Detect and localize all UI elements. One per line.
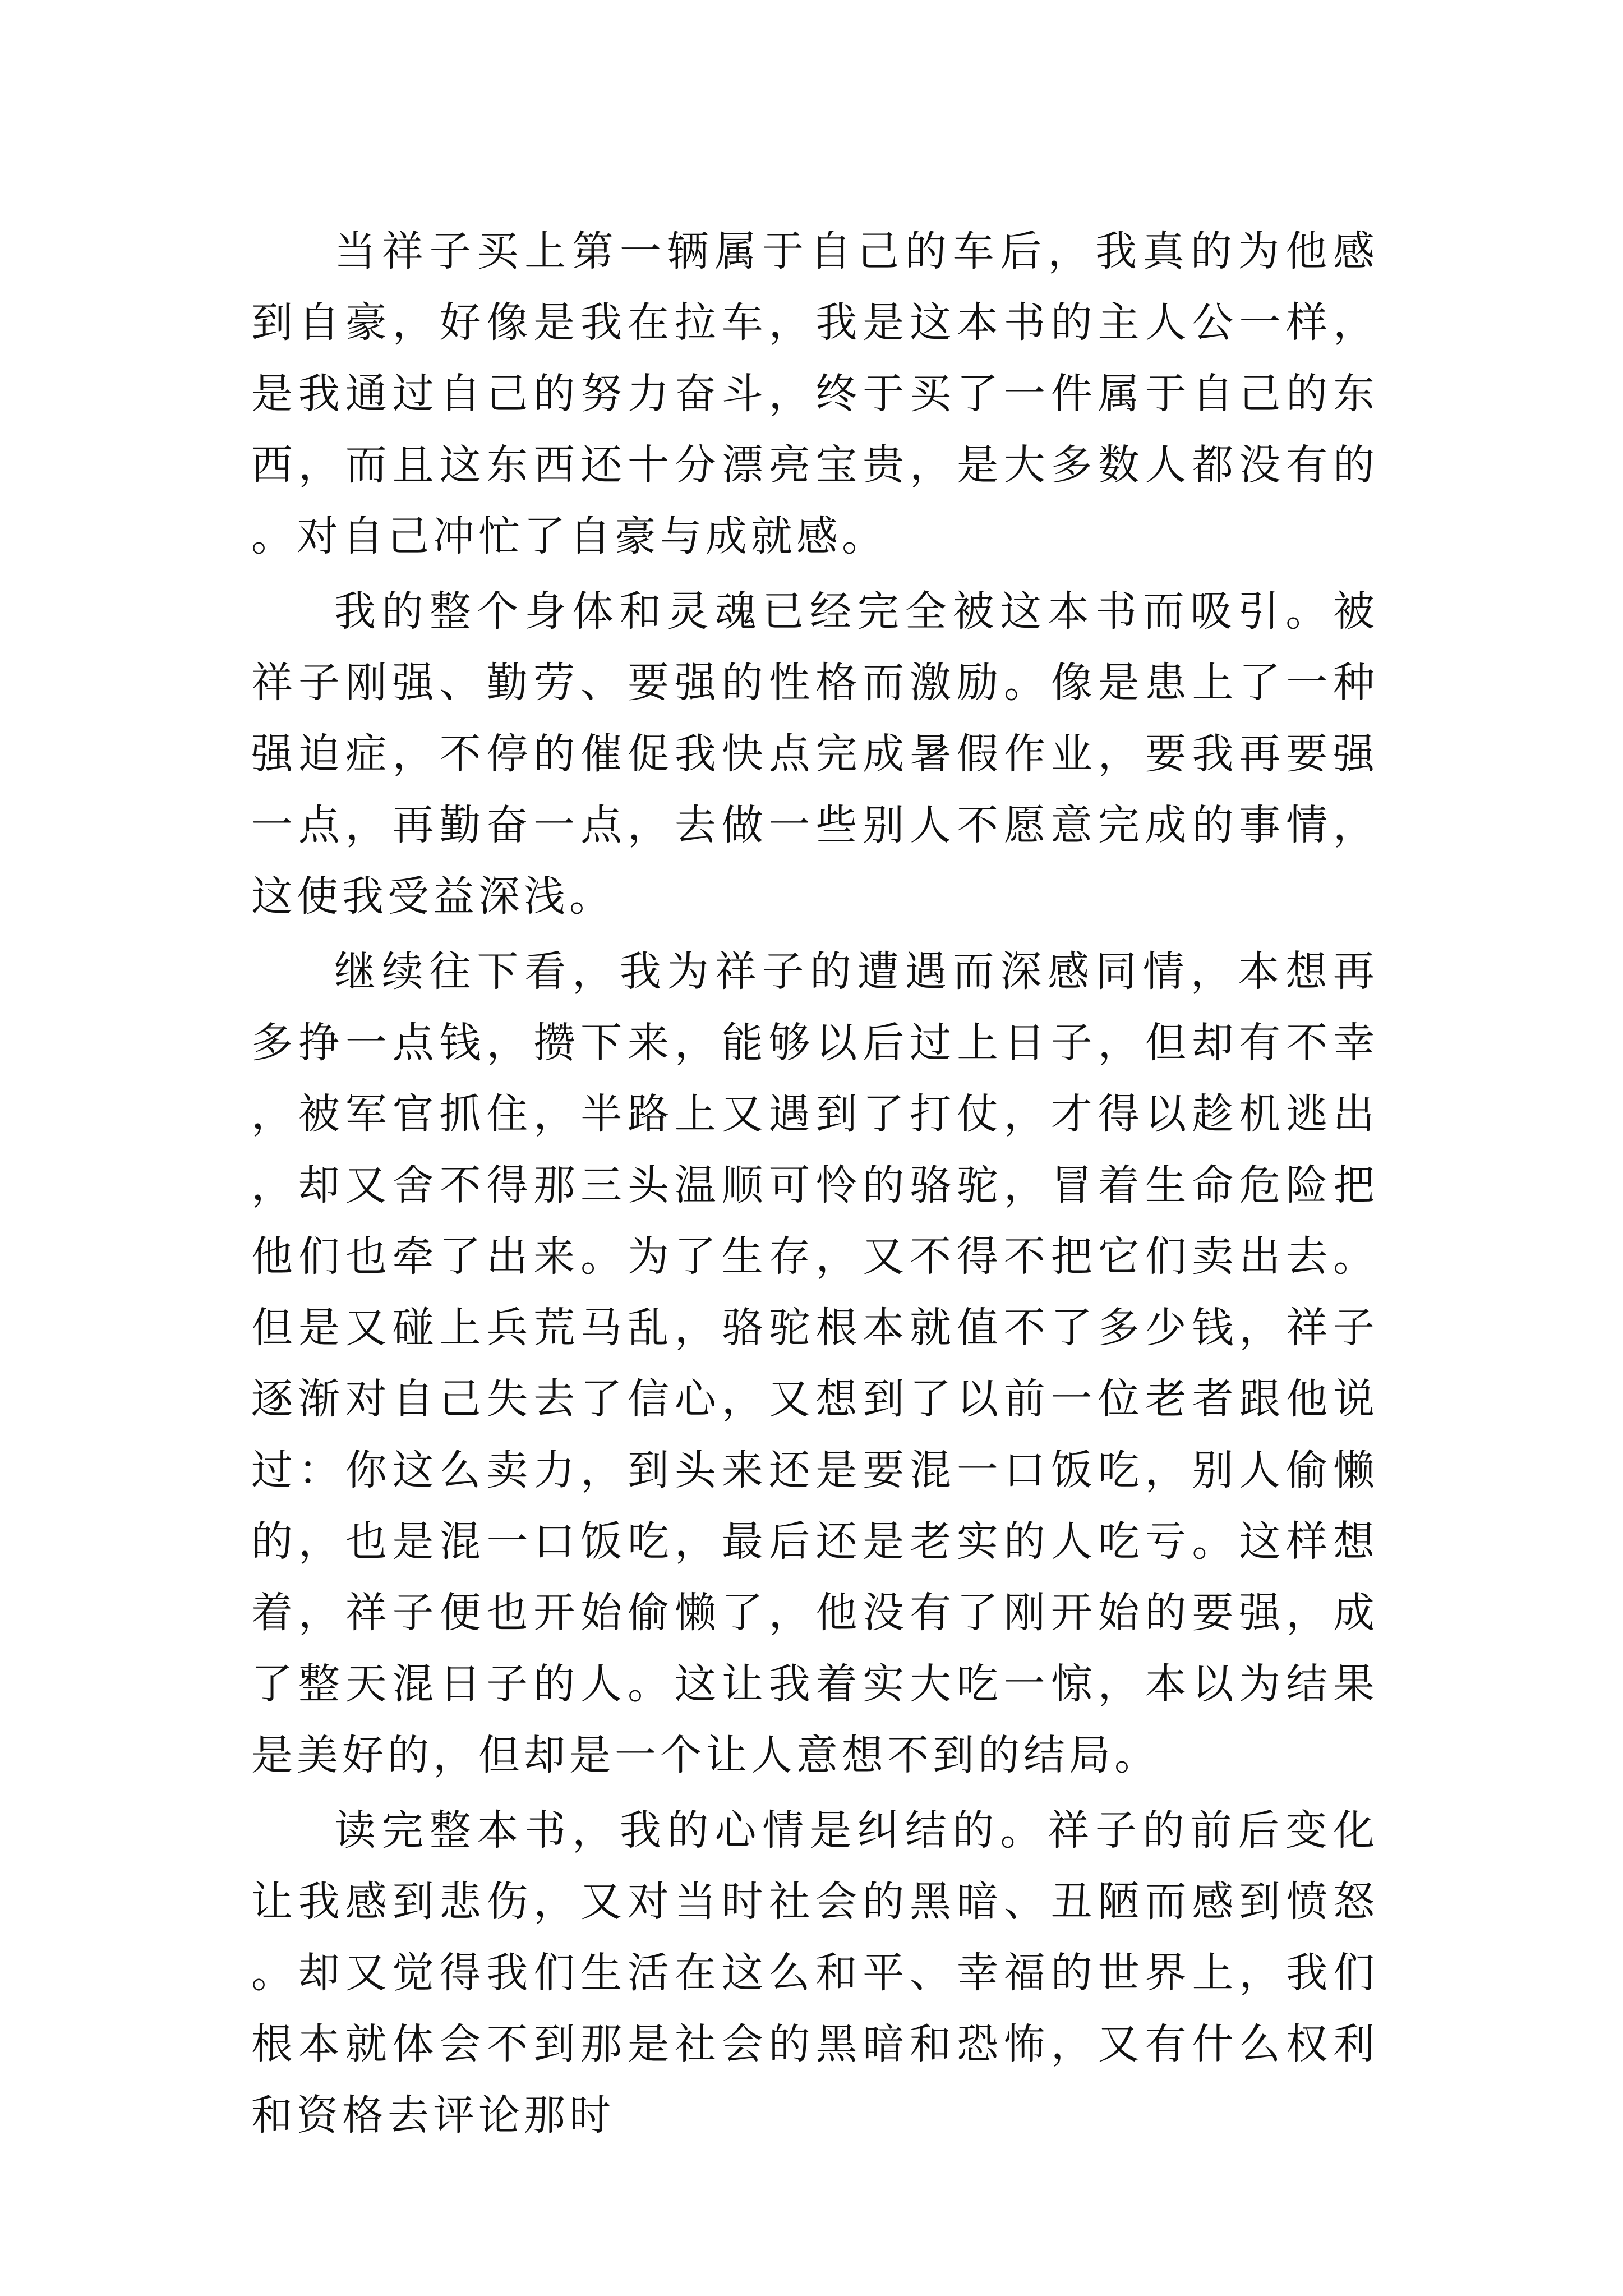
paragraph-1: 当祥子买上第一辆属于自己的车后，我真的为他感到自豪，好像是我在拉车，我是这本书的主人公一样，是我通过自己的努力奋斗，终于买了一件属于自己的东西，而且这东西还十分漂亮宝贵，是大多数人都没有的。对自己冲忙了自豪与成就感。 — [251, 227, 1378, 560]
document-body — [251, 216, 1378, 2155]
paragraph-2: 我的整个身体和灵魂已经完全被这本书而吸引。被祥子刚强、勤劳、要强的性格而激励。像是患上了一种强迫症，不停的催促我快点完成暑假作业，要我再要强一点，再勤奋一点，去做一些别人不愿意完成的事情，这使我受益深浅。 — [251, 587, 1378, 921]
paragraph-3: 继续往下看，我为祥子的遭遇而深感同情，本想再多挣一点钱，攒下来，能够以后过上日子，但却有不幸，被军官抓住，半路上又遇到了打仗，才得以趁机逃出，却又舍不得那三头温顺可怜的骆驼，冒着生命危险把他们也牵了出来。为了生存，又不得不把它们卖出去。但是又碰上兵荒马乱，骆驼根本就值不了多少钱，祥子逐渐对自己失去了信心，又想到了以前一位老者跟他说过：你这么卖力，到头来还是要混一口饭吃，别人偷懒的，也是混一口饭吃，最后还是老实的人吃亏。这样想着，祥子便也开始偷懒了，他没有了刚开始的要强，成了整天混日子的人。这让我着实大吃一惊，本以为结果是美好的，但却是一个让人意想不到的结局。 — [251, 947, 1378, 1779]
paragraph-4: 读完整本书，我的心情是纠结的。祥子的前后变化让我感到悲伤，又对当时社会的黑暗、丑陋而感到愤怒。却又觉得我们生活在这么和平、幸福的世界上，我们根本就体会不到那是社会的黑暗和恐怖，又有什么权利和资格去评论那时 — [251, 1806, 1378, 2139]
